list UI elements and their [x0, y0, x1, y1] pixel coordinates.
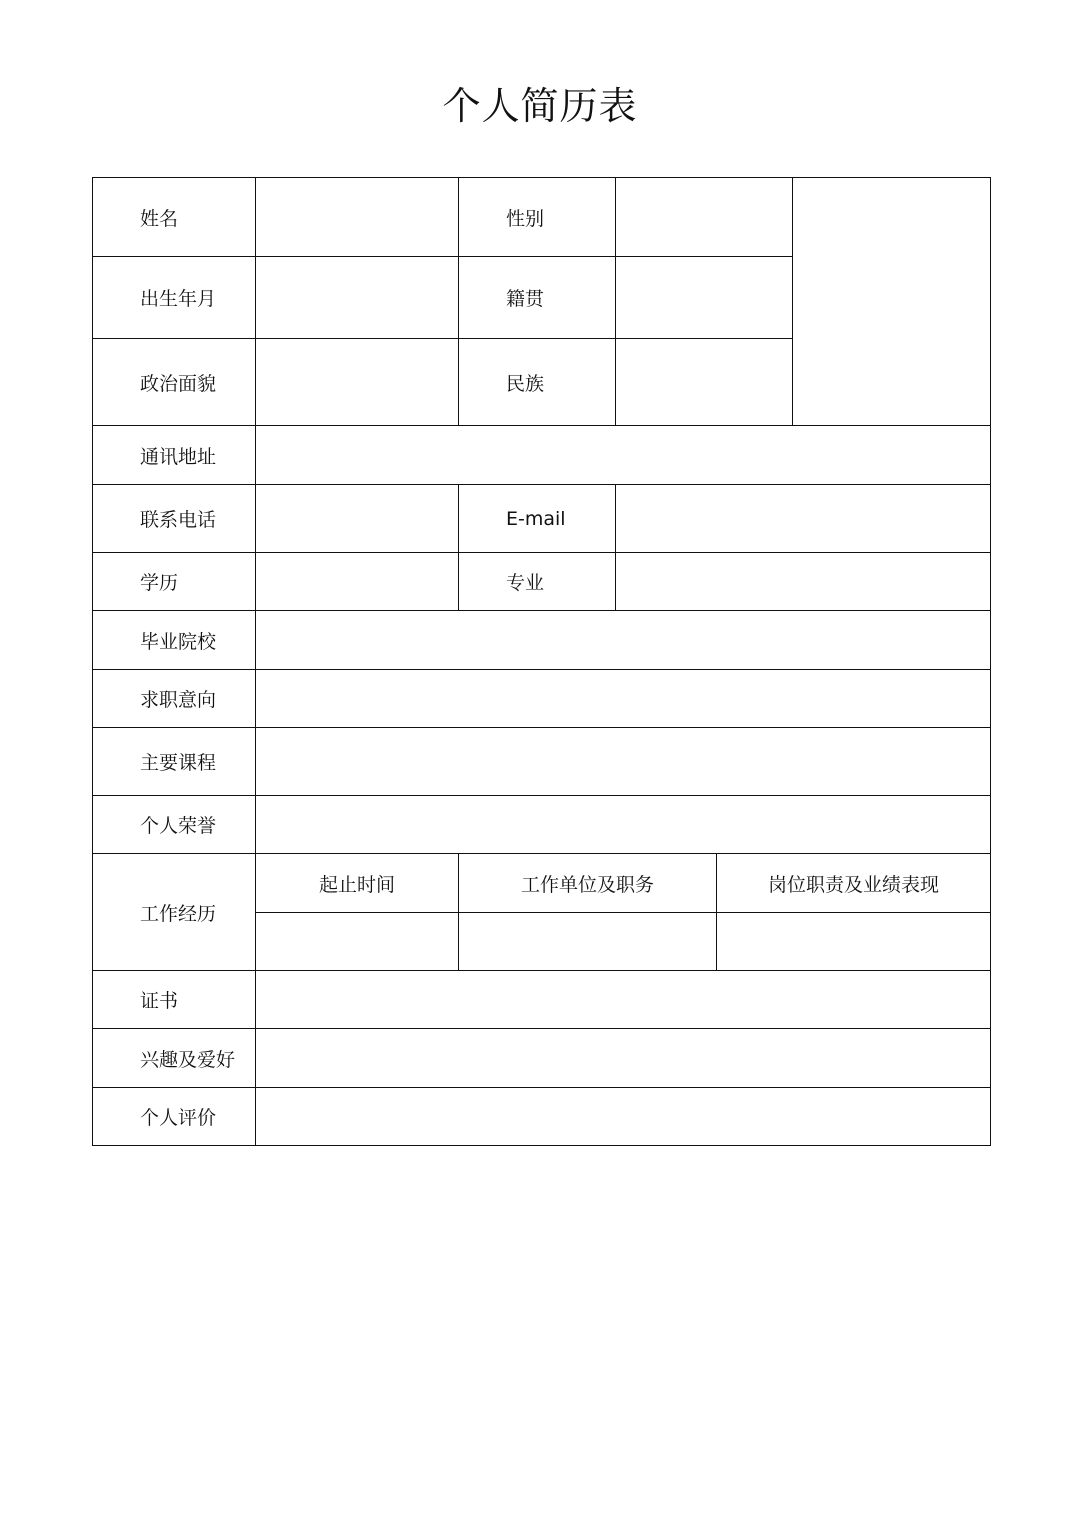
school-field[interactable] [256, 611, 991, 670]
courses-label: 主要课程 [93, 728, 256, 796]
gender-field[interactable] [616, 178, 793, 257]
address-label: 通讯地址 [93, 426, 256, 485]
work-period-field[interactable] [256, 913, 459, 971]
phone-field[interactable] [256, 485, 459, 553]
table-row [93, 854, 991, 913]
table-row [93, 426, 991, 485]
honors-field[interactable] [256, 796, 991, 854]
certificates-label: 证书 [93, 971, 256, 1029]
degree-label: 学历 [93, 553, 256, 611]
hobbies-field[interactable] [256, 1029, 991, 1088]
table-row [93, 971, 991, 1029]
work-employer-field[interactable] [459, 913, 717, 971]
table-row [93, 1088, 991, 1146]
ethnicity-label: 民族 [459, 339, 616, 426]
honors-label: 个人荣誉 [93, 796, 256, 854]
table-row [93, 670, 991, 728]
work-duties-field[interactable] [717, 913, 991, 971]
address-field[interactable] [256, 426, 991, 485]
self-eval-label: 个人评价 [93, 1088, 256, 1146]
table-row [93, 728, 991, 796]
degree-field[interactable] [256, 553, 459, 611]
work-duties-header: 岗位职责及业绩表现 [717, 854, 991, 913]
hometown-label: 籍贯 [459, 257, 616, 339]
hobbies-label: 兴趣及爱好 [93, 1029, 256, 1088]
politics-field[interactable] [256, 339, 459, 426]
hometown-field[interactable] [616, 257, 793, 339]
resume-form-table [92, 177, 991, 1146]
work-period-header: 起止时间 [256, 854, 459, 913]
name-field[interactable] [256, 178, 459, 257]
table-row [93, 796, 991, 854]
birth-label: 出生年月 [93, 257, 256, 339]
gender-label: 性别 [459, 178, 616, 257]
major-label: 专业 [459, 553, 616, 611]
table-row [93, 485, 991, 553]
table-row [93, 1029, 991, 1088]
politics-label: 政治面貌 [93, 339, 256, 426]
work-employer-header: 工作单位及职务 [459, 854, 717, 913]
phone-label: 联系电话 [93, 485, 256, 553]
work-history-label: 工作经历 [93, 854, 256, 971]
name-label: 姓名 [93, 178, 256, 257]
job-intent-field[interactable] [256, 670, 991, 728]
table-row [93, 178, 991, 257]
certificates-field[interactable] [256, 971, 991, 1029]
school-label: 毕业院校 [93, 611, 256, 670]
job-intent-label: 求职意向 [93, 670, 256, 728]
table-row [93, 553, 991, 611]
email-field[interactable] [616, 485, 991, 553]
ethnicity-field[interactable] [616, 339, 793, 426]
page-title: 个人简历表 [442, 84, 638, 128]
photo-area[interactable] [793, 178, 991, 426]
self-eval-field[interactable] [256, 1088, 991, 1146]
table-row [93, 611, 991, 670]
major-field[interactable] [616, 553, 991, 611]
email-label: E-mail [459, 485, 616, 553]
birth-field[interactable] [256, 257, 459, 339]
courses-field[interactable] [256, 728, 991, 796]
